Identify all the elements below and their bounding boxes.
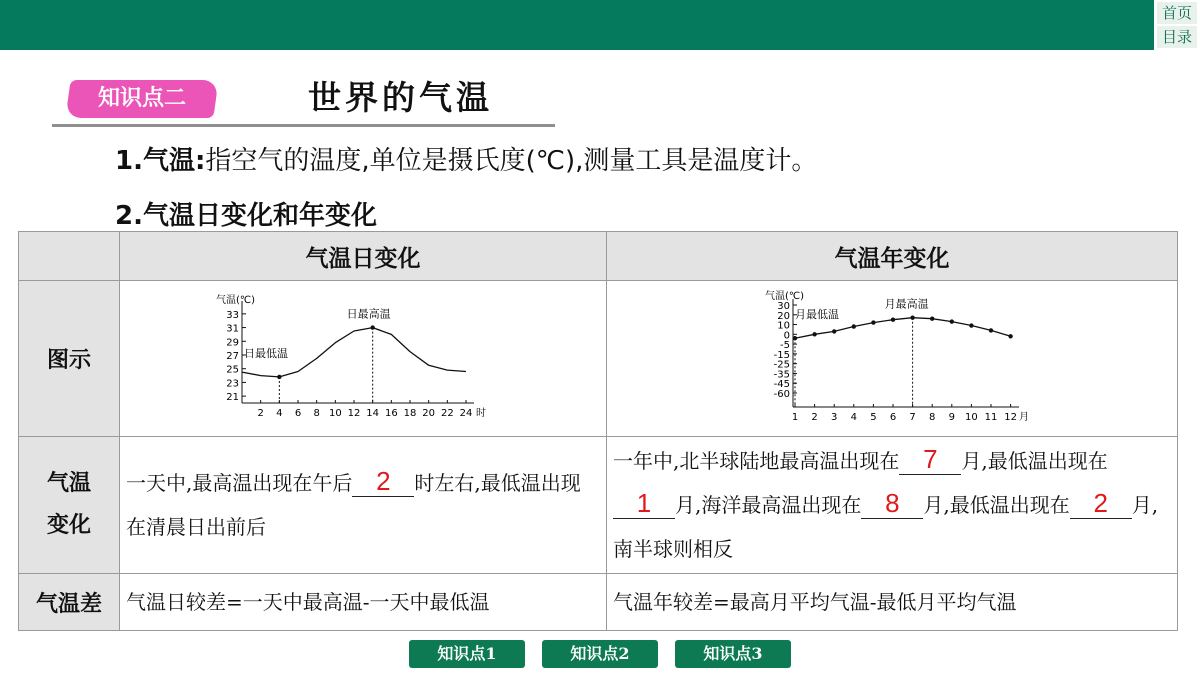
- data-point: [871, 320, 875, 324]
- row-label-change-line2: 变化: [46, 513, 91, 538]
- x-tick-label: 24: [459, 408, 473, 419]
- data-point: [891, 317, 895, 321]
- y-tick-label: -15: [773, 349, 790, 361]
- annotation-label: 日最低温: [244, 346, 288, 360]
- nav-button-point-1[interactable]: 知识点1: [409, 640, 525, 668]
- y-tick-label: 10: [777, 320, 790, 332]
- y-tick-label: -25: [773, 359, 790, 371]
- y-tick-label: 21: [226, 392, 239, 404]
- annual-text-b: 月,最低温出现在: [961, 449, 1108, 473]
- col-header-daily: 气温日变化: [120, 232, 607, 281]
- x-tick-label: 20: [422, 408, 436, 419]
- top-bar: [0, 0, 1154, 50]
- annual-text-a: 一年中,北半球陆地最高温出现在: [613, 449, 900, 473]
- x-axis-unit: 时: [476, 408, 486, 419]
- annual-blank-3: 8: [861, 488, 923, 519]
- bottom-nav: [0, 640, 1200, 670]
- x-tick-label: 9: [948, 412, 955, 423]
- y-tick-label: -5: [780, 340, 790, 352]
- x-tick-label: 14: [366, 408, 380, 419]
- data-point: [930, 316, 934, 320]
- x-tick-label: 8: [313, 408, 320, 419]
- daily-change-text: [120, 437, 607, 574]
- data-point: [989, 328, 993, 332]
- data-point: [852, 324, 856, 328]
- daily-temperature-chart: [216, 293, 486, 423]
- x-tick-label: 4: [850, 412, 857, 423]
- daily-chart-cell: [120, 281, 607, 437]
- x-tick-label: 22: [440, 408, 454, 419]
- point-1-text: 指空气的温度,单位是摄氏度(℃),测量工具是温度计。: [205, 146, 818, 176]
- x-tick-label: 10: [328, 408, 342, 419]
- point-2: 2.气温日变化和年变化: [115, 201, 377, 231]
- y-tick-label: 31: [226, 323, 239, 335]
- table-corner: [19, 232, 120, 281]
- x-tick-label: 7: [909, 412, 916, 423]
- y-tick-label: -35: [773, 369, 790, 381]
- section-title: 世界的气温: [308, 78, 493, 117]
- x-tick-label: 8: [929, 412, 936, 423]
- top-nav: [1154, 0, 1200, 50]
- annual-change-text: [607, 437, 1178, 574]
- data-point: [1008, 334, 1012, 338]
- daily-text-a: 一天中,最高温出现在午后: [126, 471, 353, 495]
- x-tick-label: 6: [889, 412, 897, 423]
- row-label-diff: 气温差: [19, 574, 120, 631]
- y-tick-label: -45: [773, 379, 790, 391]
- annotation-point: [370, 325, 374, 329]
- annual-chart-cell: [607, 281, 1178, 437]
- y-tick-label: 30: [777, 301, 790, 312]
- col-header-annual: 气温年变化: [607, 232, 1178, 281]
- comparison-table: [18, 231, 1178, 631]
- row-label-chart: 图示: [19, 281, 120, 437]
- annual-blank-1: 7: [899, 444, 961, 475]
- x-tick-label: 12: [1004, 412, 1017, 423]
- x-axis-unit: 月: [1019, 412, 1029, 423]
- x-tick-label: 5: [870, 412, 877, 423]
- annual-blank-2: 1: [613, 488, 675, 519]
- badge-label: 知识点二: [97, 86, 186, 111]
- nav-button-point-3[interactable]: 知识点3: [675, 640, 791, 668]
- row-label-change-line1: 气温: [46, 471, 91, 496]
- point-1-label: 1.气温:: [115, 146, 206, 176]
- x-tick-label: 11: [984, 412, 998, 423]
- y-tick-label: 23: [226, 378, 239, 390]
- y-tick-label: -60: [773, 389, 790, 400]
- annual-text-c: 月,海洋最高温出现在: [675, 493, 862, 517]
- daily-diff-text: 气温日较差=一天中最高温-一天中最低温: [120, 574, 607, 631]
- x-tick-label: 2: [811, 412, 818, 423]
- annual-diff-text: 气温年较差=最高月平均气温-最低月平均气温: [607, 574, 1178, 631]
- data-point: [832, 329, 836, 333]
- annual-text-d: 月,最低温出现在: [923, 493, 1070, 517]
- section-badge: [65, 80, 218, 118]
- annual-temperature-chart: [765, 289, 1035, 423]
- y-tick-label: 25: [226, 364, 239, 376]
- x-tick-label: 1: [791, 412, 799, 423]
- toc-button[interactable]: 目录: [1157, 26, 1197, 48]
- x-tick-label: 16: [384, 408, 398, 419]
- annotation-label: 月最低温: [795, 308, 839, 322]
- x-tick-label: 3: [831, 412, 838, 423]
- daily-text-b: 时左右,最低温出现在清晨日出前后: [126, 471, 581, 539]
- annual-blank-4: 2: [1070, 488, 1132, 519]
- annotation-label: 月最高温: [884, 297, 929, 311]
- y-tick-label: 27: [226, 351, 239, 362]
- y-tick-label: 29: [226, 337, 239, 349]
- home-button[interactable]: 首页: [1157, 2, 1197, 24]
- y-axis-label: 气温(℃): [216, 295, 256, 306]
- point-1: [115, 140, 817, 177]
- annotation-label: 日最高温: [346, 307, 391, 321]
- nav-button-point-2[interactable]: 知识点2: [542, 640, 658, 668]
- annual-text-e: 月,南半球则相反: [613, 493, 1159, 561]
- title-underline: [52, 124, 555, 127]
- x-tick-label: 12: [347, 408, 361, 419]
- y-tick-label: 0: [783, 330, 790, 342]
- x-tick-label: 10: [965, 412, 978, 423]
- annotation-point: [277, 375, 281, 379]
- y-axis-label: 气温(℃): [765, 291, 805, 302]
- data-point: [812, 332, 816, 336]
- y-tick-label: 20: [777, 310, 790, 322]
- x-tick-label: 6: [294, 408, 302, 419]
- data-point: [969, 323, 973, 327]
- x-tick-label: 2: [257, 408, 264, 419]
- row-label-change: [19, 437, 120, 574]
- x-tick-label: 18: [403, 408, 417, 419]
- y-tick-label: 33: [226, 309, 239, 321]
- daily-blank-1: 2: [352, 466, 414, 497]
- data-point: [950, 319, 954, 323]
- x-tick-label: 4: [276, 408, 283, 419]
